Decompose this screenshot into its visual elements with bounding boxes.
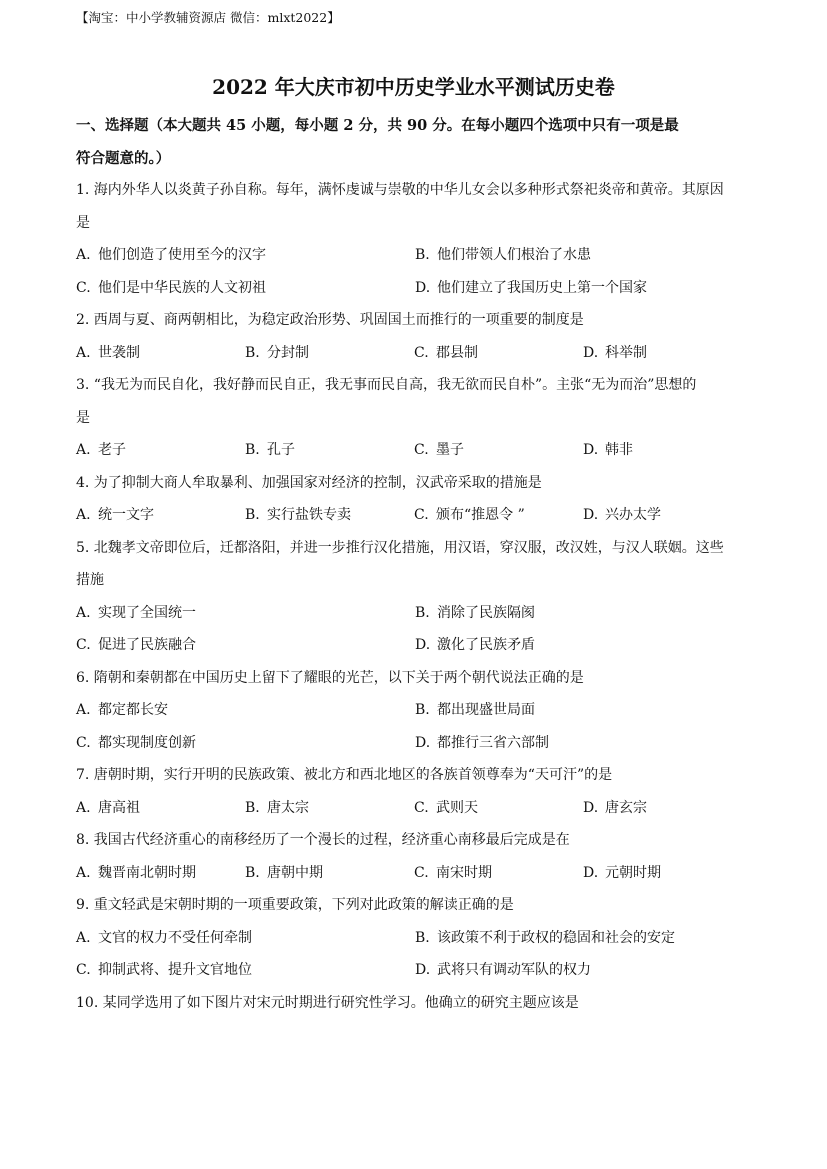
question-7 — [76, 759, 756, 824]
option-b: B. 唐朝中期 — [245, 864, 323, 881]
option-d: D. 兴办太学 — [583, 507, 661, 523]
option-d: D. 唐玄宗 — [583, 799, 647, 816]
question-stem: 7. 唐朝时期，实行开明的民族政策、被北方和西北地区的各族首领尊奉为“天可汗”的是 — [76, 767, 613, 783]
question-4 — [76, 467, 756, 532]
question-stem-cont: 措施 — [76, 572, 104, 588]
option-b: B. 该政策不利于政权的稳固和社会的安定 — [415, 929, 675, 946]
option-d: D. 他们建立了我国历史上第一个国家 — [415, 279, 647, 296]
question-stem: 6. 隋朝和秦朝都在中国历史上留下了耀眼的光芒，以下关于两个朝代说法正确的是 — [76, 669, 584, 686]
question-stem: 8. 我国古代经济重心的南移经历了一个漫长的过程，经济重心南移最后完成是在 — [76, 832, 570, 848]
option-b: B. 他们带领人们根治了水患 — [415, 247, 591, 263]
question-stem: 5. 北魏孝文帝即位后，迁都洛阳，并进一步推行汉化措施，用汉语，穿汉服，改汉姓，与汉人联姻。这些 — [76, 539, 724, 556]
question-stem: 4. 为了抑制大商人牟取暴利、加强国家对经济的控制，汉武帝采取的措施是 — [76, 474, 542, 491]
question-10 — [76, 987, 756, 1020]
question-1 — [76, 174, 756, 304]
option-a: A. 文官的权力不受任何牵制 — [76, 929, 252, 946]
question-stem: 9. 重文轻武是宋朝时期的一项重要政策，下列对此政策的解读正确的是 — [76, 897, 514, 913]
option-a: A. 统一文字 — [76, 507, 154, 523]
option-d: D. 韩非 — [583, 442, 633, 458]
option-b: B. 孔子 — [245, 442, 295, 458]
question-9 — [76, 889, 756, 987]
question-list — [76, 174, 756, 1019]
header-note: 【淘宝：中小学教辅资源店 微信：mlxt2022】 — [76, 10, 340, 25]
option-c: C. 郡县制 — [414, 344, 478, 361]
option-b: B. 唐太宗 — [245, 799, 309, 816]
option-b: B. 分封制 — [245, 344, 309, 361]
option-d: D. 都推行三省六部制 — [415, 734, 549, 751]
question-2 — [76, 304, 756, 369]
option-a: A. 世袭制 — [76, 344, 140, 361]
option-b: B. 实行盐铁专卖 — [245, 507, 351, 523]
option-c: C. 武则天 — [414, 799, 478, 816]
question-8 — [76, 824, 756, 889]
option-b: B. 都出现盛世局面 — [415, 702, 535, 718]
option-d: D. 科举制 — [583, 344, 647, 361]
option-d: D. 元朝时期 — [583, 864, 661, 881]
question-5 — [76, 532, 756, 662]
section-heading — [76, 110, 756, 175]
question-stem-cont: 是 — [76, 409, 90, 426]
option-c: C. 墨子 — [414, 442, 464, 458]
section-heading-line2: 符合题意的。） — [76, 149, 171, 167]
option-a: A. 实现了全国统一 — [76, 604, 196, 621]
option-c: C. 促进了民族融合 — [76, 637, 196, 653]
option-c: C. 都实现制度创新 — [76, 734, 196, 751]
section-heading-line1: 一、选择题（本大题共 45 小题，每小题 2 分，共 90 分。在每小题四个选项中只有一项是最 — [76, 117, 679, 134]
option-a: A. 魏晋南北朝时期 — [76, 864, 196, 881]
option-a: A. 都定都长安 — [76, 702, 168, 718]
question-stem: 2. 西周与夏、商两朝相比，为稳定政治形势、巩固国土而推行的一项重要的制度是 — [76, 312, 584, 328]
option-c: C. 颁布“推恩令 ” — [414, 507, 525, 523]
option-c: C. 南宋时期 — [414, 864, 492, 881]
option-a: A. 老子 — [76, 442, 126, 458]
option-c: C. 抑制武将、提升文官地位 — [76, 962, 252, 978]
option-c: C. 他们是中华民族的人文初祖 — [76, 279, 266, 296]
question-stem: 1. 海内外华人以炎黄子孙自称。每年，满怀虔诚与崇敬的中华儿女会以多种形式祭祀炎帝和黄帝。其原因 — [76, 182, 724, 198]
option-a: A. 他们创造了使用至今的汉字 — [76, 247, 266, 263]
question-6 — [76, 662, 756, 760]
question-stem: 3. “我无为而民自化，我好静而民自正，我无事而民自高，我无欲而民自朴”。主张“无为而治”思想的 — [76, 377, 697, 393]
question-3 — [76, 369, 756, 467]
page-title: 2022 年大庆市初中历史学业水平测试历史卷 — [212, 75, 615, 99]
question-stem-cont: 是 — [76, 214, 90, 231]
question-stem: 10. 某同学选用了如下图片对宋元时期进行研究性学习。他确立的研究主题应该是 — [76, 994, 579, 1011]
option-a: A. 唐高祖 — [76, 799, 140, 816]
option-d: D. 激化了民族矛盾 — [415, 637, 535, 653]
option-b: B. 消除了民族隔阂 — [415, 604, 535, 621]
option-d: D. 武将只有调动军队的权力 — [415, 962, 591, 978]
